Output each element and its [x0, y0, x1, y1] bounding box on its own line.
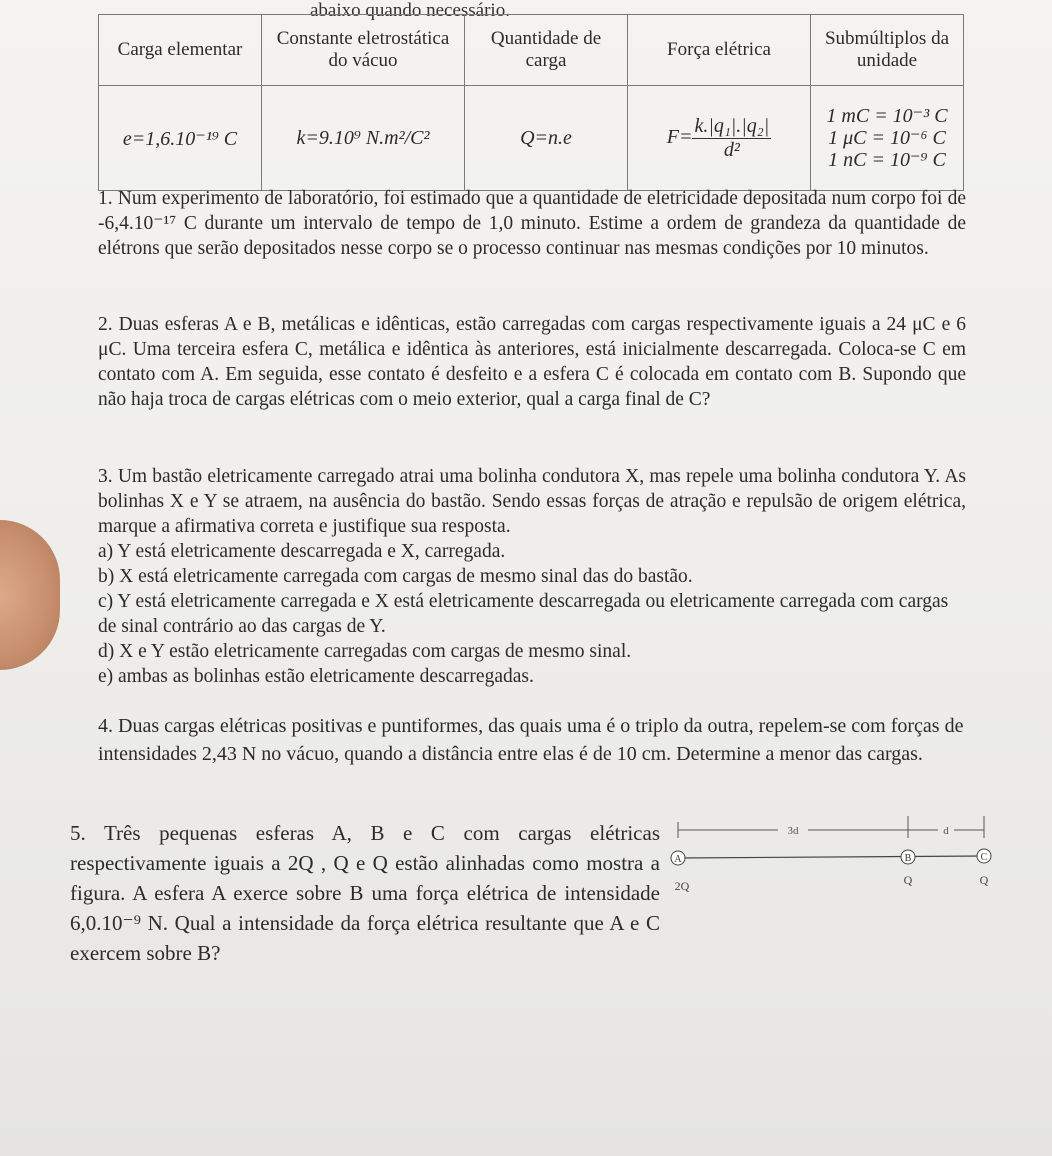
- label-3d: 3d: [787, 825, 799, 837]
- alignment-line: [678, 856, 984, 858]
- question-2: [98, 312, 966, 412]
- header-elementary-charge: Carga elementar: [99, 15, 262, 86]
- submultiple-uc: 1 μC = 10⁻⁶ C: [828, 127, 946, 149]
- force-formula: [628, 86, 811, 191]
- question-3-option-d: d) X e Y estão eletricamente carregadas com cargas de mesmo sinal.: [98, 641, 632, 662]
- constants-table: [98, 14, 964, 191]
- header-electric-force: Força elétrica: [628, 15, 811, 86]
- header-note: abaixo quando necessário.: [310, 0, 510, 21]
- submultiple-nc: 1 nC = 10⁻⁹ C: [828, 149, 946, 171]
- question-4-text: 4. Duas cargas elétricas positivas e puntiformes, das quais uma é o triplo da outra, repelem-se com forças de intensidades 2,43 N no vácuo, quando a distância entre elas é de 10 cm. Determine a menor das cargas.: [98, 715, 964, 765]
- question-3-option-e: e) ambas as bolinhas estão eletricamente descarregadas.: [98, 666, 534, 687]
- question-2-text: 2. Duas esferas A e B, metálicas e idênticas, estão carregadas com cargas respectivamente iguais a 24 μC e 6 μC. Uma terceira esfera C, metálica e idêntica às anteriores, está inicialmente descarregada. Coloca-se C em contato com A. Em seguida, esse contato é desfeito e a esfera C é colocada em contato com B. Supondo que não haja troca de cargas elétricas com o meio exterior, qual a carga final de C?: [98, 314, 966, 410]
- label-d: d: [943, 825, 949, 837]
- question-3-option-b: b) X está eletricamente carregada com cargas de mesmo sinal das do bastão.: [98, 566, 693, 587]
- charge-a: 2Q: [674, 879, 690, 893]
- question-3-text: 3. Um bastão eletricamente carregado atrai uma bolinha condutora X, mas repele uma bolinha condutora Y. As bolinhas X e Y se atraem, na ausência do bastão. Sendo essas forças de atração e repulsão de origem elétrica, marque a afirmativa correta e justifique sua resposta.: [98, 466, 966, 537]
- submultiple-mc: 1 mC = 10⁻³ C: [826, 105, 948, 127]
- question-4: [98, 712, 966, 768]
- sphere-b-label: B: [904, 853, 912, 864]
- force-numerator: k.|q₁|.|q₂|: [694, 114, 770, 137]
- sphere-c-label: C: [980, 852, 988, 863]
- question-3-option-c: c) Y está eletricamente carregada e X está eletricamente descarregada ou eletricamente carregada com cargas de sinal contrário ao das cargas de Y.: [98, 591, 949, 637]
- electrostatic-constant-value: k=9.10⁹ N.m²/C²: [262, 86, 465, 191]
- question-3-option-a: a) Y está eletricamente descarregada e X, carregada.: [98, 541, 506, 562]
- question-5: [70, 818, 660, 968]
- header-charge-quantity: Quantidade de carga: [465, 15, 628, 86]
- question-1: [98, 186, 966, 261]
- spheres-figure: [668, 812, 1008, 902]
- charge-c: Q: [979, 873, 989, 887]
- question-1-text: 1. Num experimento de laboratório, foi estimado que a quantidade de eletricidade depositada num corpo foi de -6,4.10⁻¹⁷ C durante um intervalo de tempo de 1,0 minuto. Estime a ordem de grandeza da quantidade de elétrons que serão depositados nesse corpo se o processo continuar nas mesmas condições por 10 minutos.: [98, 188, 966, 259]
- header-submultiples: Submúltiplos da unidade: [811, 15, 964, 86]
- submultiples-list: [811, 86, 964, 191]
- header-electrostatic-constant: Constante eletrostática do vácuo: [262, 15, 465, 86]
- elementary-charge-value: e=1,6.10⁻¹⁹ C: [99, 86, 262, 191]
- charge-quantity-formula: Q=n.e: [465, 86, 628, 191]
- force-fraction: [692, 115, 771, 162]
- force-denominator: d²: [723, 138, 740, 161]
- force-lhs: F=: [666, 125, 693, 148]
- question-5-text: 5. Três pequenas esferas A, B e C com cargas elétricas respectivamente iguais a 2Q , Q e Q estão alinhadas como mostra a figura. A esfera A exerce sobre B uma força elétrica de intensidade 6,0.10⁻⁹ N. Qual a intensidade da força elétrica resultante que A e C exercem sobre B?: [70, 821, 660, 965]
- sphere-a-label: A: [674, 854, 682, 865]
- question-3: [98, 464, 966, 689]
- charge-b: Q: [903, 873, 913, 887]
